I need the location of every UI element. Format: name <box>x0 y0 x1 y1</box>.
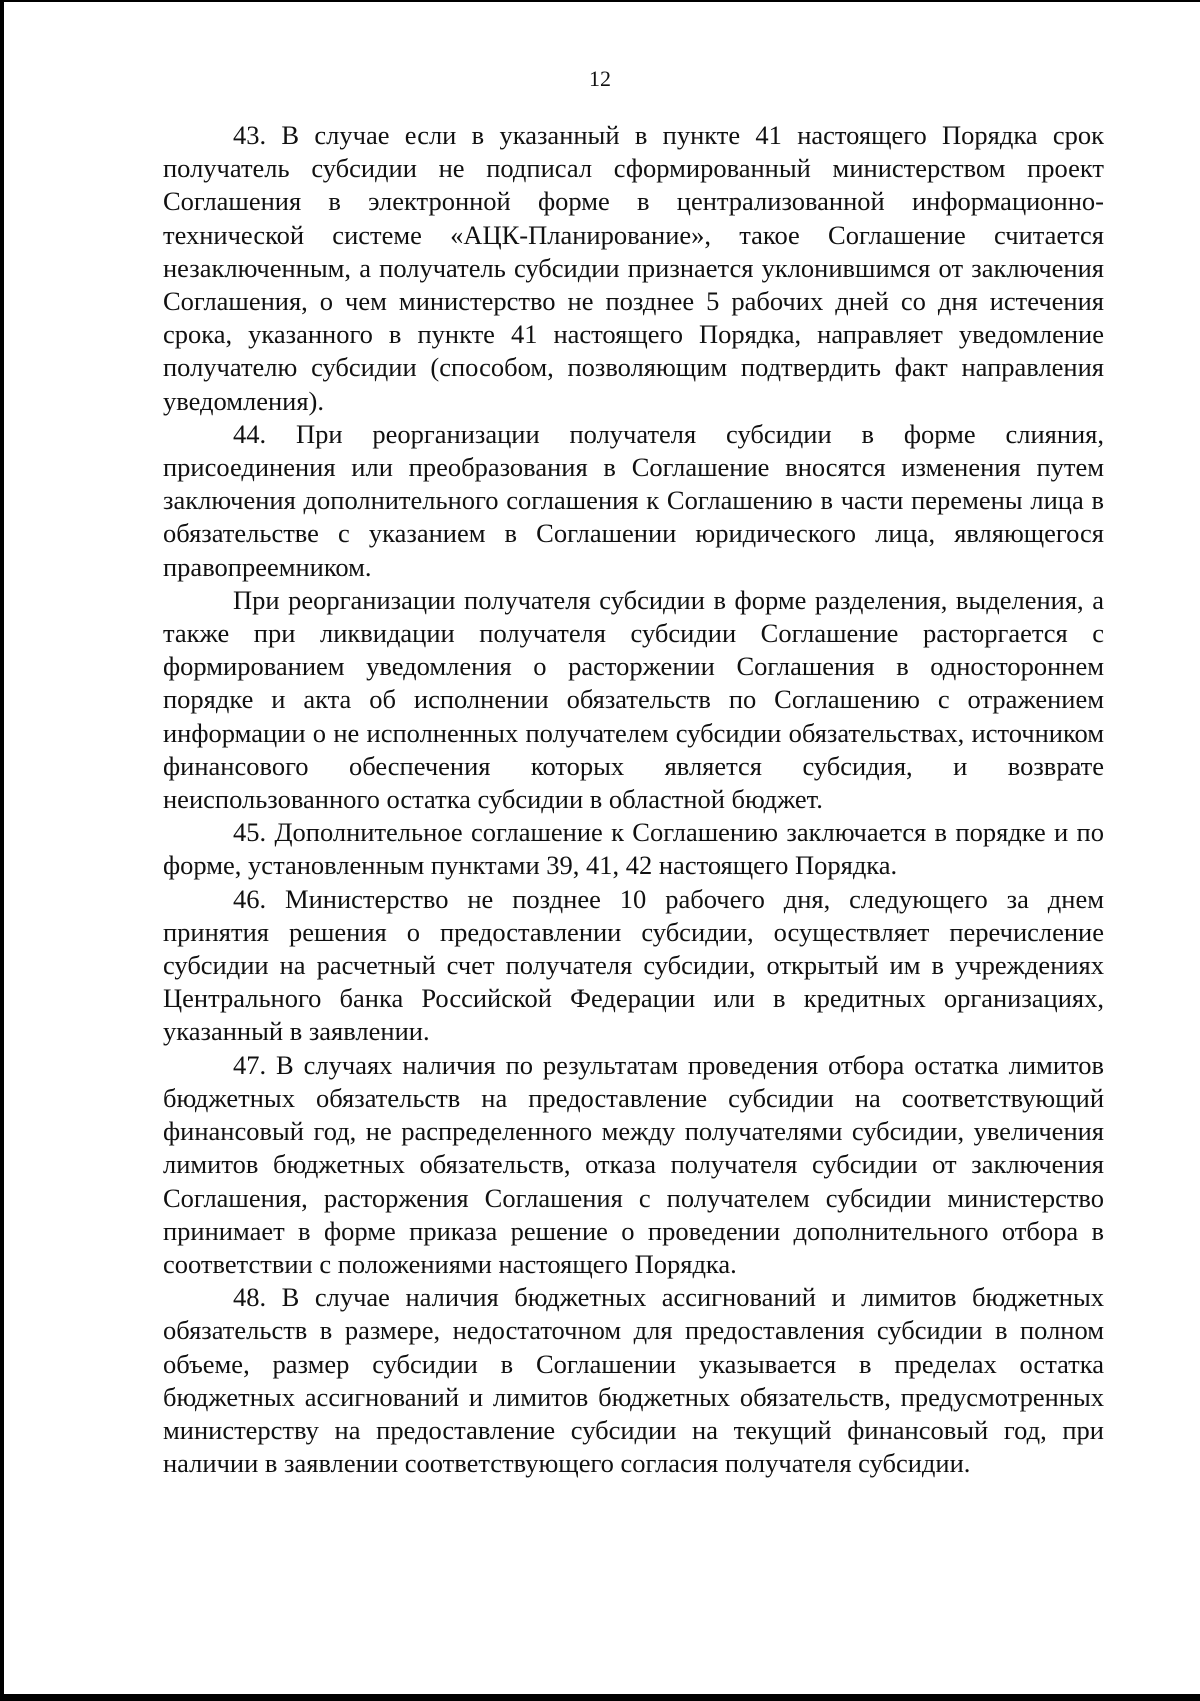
paragraph-44: 44. При реорганизации получателя субсидии в форме слияния, присоединения или преобразования в Соглашение вносятся изменения путем заключения дополнительного соглашения к Соглашению в части перемены лица в обязательстве с указанием в Соглашении юридического лица, являющегося правопреемником. <box>163 418 1104 582</box>
paragraph-44-continuation: При реорганизации получателя субсидии в форме разделения, выделения, а также при ликвидации получателя субсидии Соглашение расторгается с формированием уведомления о расторжении Соглашения в одностороннем порядке и акта об исполнении обязательств по Соглашению с отражением информации о не исполненных получателем субсидии обязательствах, источником финансового обеспечения которых является субсидия, и возврате неиспользованного остатка субсидии в областной бюджет. <box>163 584 1104 815</box>
scan-left-edge <box>0 0 4 1701</box>
paragraph-43: 43. В случае если в указанный в пункте 41 настоящего Порядка срок получатель субсидии не подписал сформированный министерством проект Соглашения в электронной форме в централизованной информационно-технической системе «АЦК-Планирование», такое Соглашение считается незаключенным, а получатель субсидии признается уклонившимся от заключения Соглашения, о чем министерство не позднее 5 рабочих дней со дня истечения срока, указанного в пункте 41 настоящего Порядка, направляет уведомление получателю субсидии (способом, позволяющим подтвердить факт направления уведомления). <box>163 120 1104 416</box>
paragraph-46: 46. Министерство не позднее 10 рабочего дня, следующего за днем принятия решения о предоставлении субсидии, осуществляет перечисление субсидии на расчетный счет получателя субсидии, открытый им в учреждениях Центрального банка Российской Федерации или в кредитных организациях, указанный в заявлении. <box>163 883 1104 1047</box>
paragraph-47: 47. В случаях наличия по результатам проведения отбора остатка лимитов бюджетных обязательств на предоставление субсидии на соответствующий финансовый год, не распределенного между получателями субсидии, увеличения лимитов бюджетных обязательств, отказа получателя субсидии от заключения Соглашения, расторжения Соглашения с получателем субсидии министерство принимает в форме приказа решение о проведении дополнительного отбора в соответствии с положениями настоящего Порядка. <box>163 1049 1104 1279</box>
scan-bottom-edge <box>0 1694 1200 1701</box>
page-number: 12 <box>589 66 611 91</box>
document-body <box>163 119 1104 1480</box>
scan-top-edge <box>0 0 1200 2</box>
paragraph-45: 45. Дополнительное соглашение к Соглашению заключается в порядке и по форме, установленным пунктами 39, 41, 42 настоящего Порядка. <box>163 817 1104 881</box>
paragraph-48: 48. В случае наличия бюджетных ассигнований и лимитов бюджетных обязательств в размере, недостаточном для предоставления субсидии в полном объеме, размер субсидии в Соглашении указывается в пределах остатка бюджетных ассигнований и лимитов бюджетных обязательств, предусмотренных министерству на предоставление субсидии на текущий финансовый год, при наличии в заявлении соответствующего согласия получателя субсидии. <box>163 1282 1104 1479</box>
